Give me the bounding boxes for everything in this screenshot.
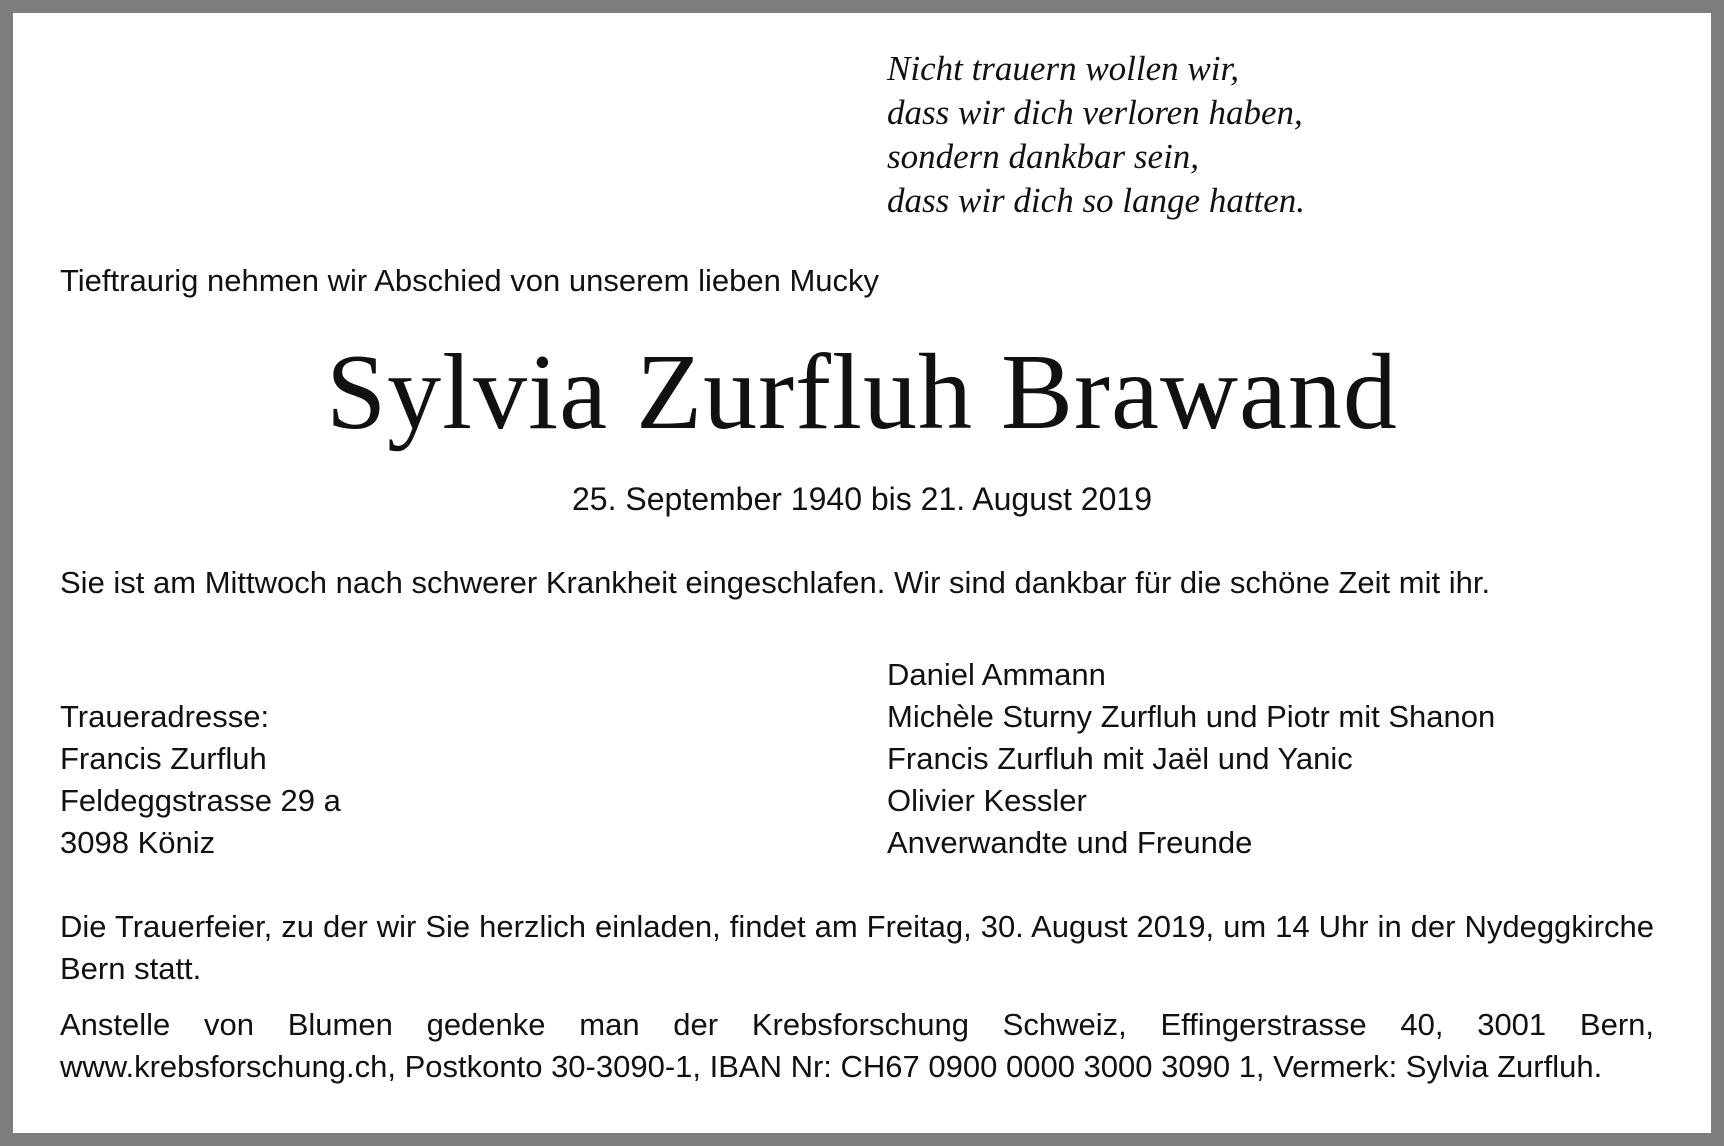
mourner-line: Olivier Kessler xyxy=(887,783,1087,818)
address-label: Traueradresse: xyxy=(60,699,270,734)
mourner-line: Daniel Ammann xyxy=(887,657,1106,692)
deceased-name: Sylvia Zurfluh Brawand xyxy=(326,333,1398,452)
intro-text: Tieftraurig nehmen wir Abschied von unserem lieben Mucky xyxy=(60,263,880,298)
memorial-poem xyxy=(887,47,1305,223)
life-dates: 25. September 1940 bis 21. August 2019 xyxy=(572,481,1152,517)
poem-line: sondern dankbar sein, xyxy=(887,137,1200,176)
address-street: Feldeggstrasse 29 a xyxy=(60,783,341,818)
poem-line: dass wir dich verloren haben, xyxy=(887,93,1303,132)
passing-statement: Sie ist am Mittwoch nach schwerer Krankheit eingeschlafen. Wir sind dankbar für die schöne Zeit mit ihr. xyxy=(60,565,1491,600)
obituary-notice xyxy=(13,13,1711,1133)
address-name: Francis Zurfluh xyxy=(60,741,267,776)
mourner-line: Anverwandte und Freunde xyxy=(887,825,1253,860)
address-city: 3098 Köniz xyxy=(60,825,216,860)
mourner-line: Michèle Sturny Zurfluh und Piotr mit Shanon xyxy=(887,699,1496,734)
donation-notice: Anstelle von Blumen gedenke man der Krebsforschung Schweiz, Effingerstrasse 40, 3001 Bern, www.krebsforschung.ch, Postkonto 30-3090-1, IBAN Nr: CH67 0900 0000 3000 3090 1, Vermerk: Sylvia Zurfluh. xyxy=(60,1007,1654,1084)
poem-line: Nicht trauern wollen wir, xyxy=(887,49,1239,88)
poem-line: dass wir dich so lange hatten. xyxy=(887,181,1306,220)
ceremony-details: Die Trauerfeier, zu der wir Sie herzlich einladen, findet am Freitag, 30. August 2019, um 14 Uhr in der Nydeggkirche Bern statt. xyxy=(60,909,1654,986)
mourners-list xyxy=(887,654,1495,864)
mourner-line: Francis Zurfluh mit Jaël und Yanic xyxy=(887,741,1353,776)
mourning-address xyxy=(60,696,341,864)
